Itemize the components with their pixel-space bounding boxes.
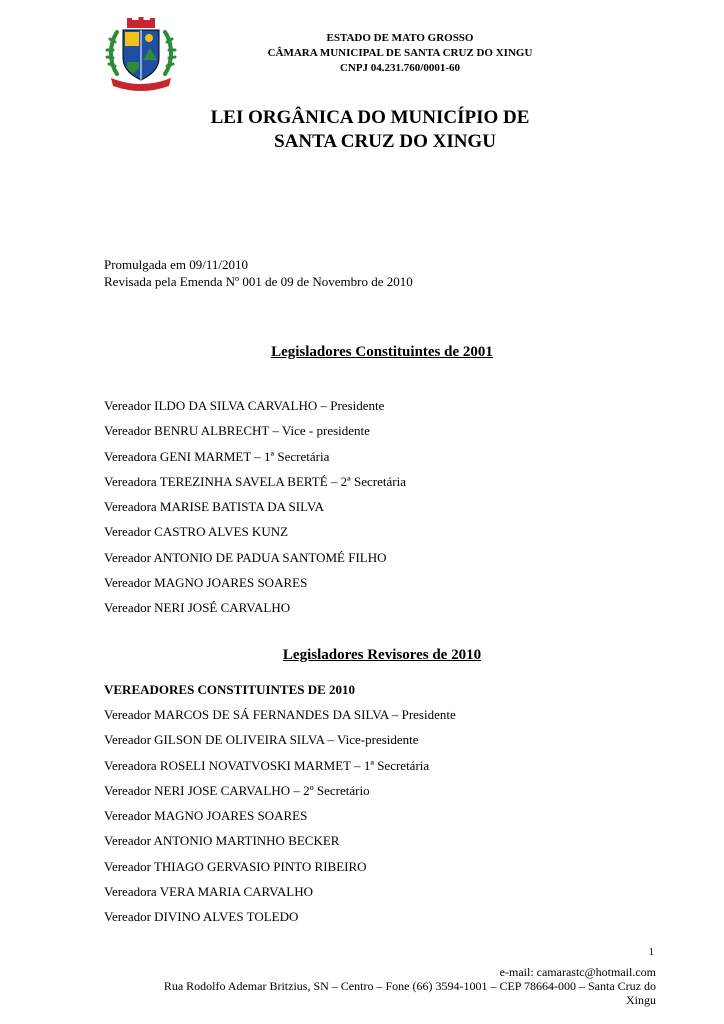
list-item: Vereador CASTRO ALVES KUNZ xyxy=(104,524,289,540)
footer-email: e-mail: camarastc@hotmail.com xyxy=(499,965,656,979)
header-state: ESTADO DE MATO GROSSO xyxy=(326,32,474,44)
list-item: Vereador NERI JOSÉ CARVALHO xyxy=(104,600,291,616)
header-chamber: CÂMARA MUNICIPAL DE SANTA CRUZ DO XINGU xyxy=(267,47,533,59)
list-item: Vereador MAGNO JOARES SOARES xyxy=(104,575,308,591)
page-number: 1 xyxy=(648,946,654,958)
promulgation-info xyxy=(104,256,413,290)
section-heading-constituintes-2001: Legisladores Constituintes de 2001 xyxy=(271,344,493,360)
header-cnpj: CNPJ 04.231.760/0001-60 xyxy=(339,62,461,74)
list-item: Vereador THIAGO GERVASIO PINTO RIBEIRO xyxy=(104,858,367,874)
list-item: Vereador GILSON DE OLIVEIRA SILVA – Vice-presidente xyxy=(104,732,419,748)
footer-address-line-2: Xingu xyxy=(626,993,656,1007)
document-footer xyxy=(96,965,656,1007)
list-item: Vereador ILDO DA SILVA CARVALHO – Presidente xyxy=(104,398,385,413)
members-list-2001 xyxy=(104,397,406,625)
crest-svg xyxy=(103,16,179,92)
members-list-2010 xyxy=(104,706,456,934)
section-heading-revisores-2010: Legisladores Revisores de 2010 xyxy=(282,647,482,663)
municipal-crest-icon xyxy=(103,16,179,92)
list-item: Vereadora GENI MARMET – 1ª Secretária xyxy=(104,448,330,464)
list-item: Vereador ANTONIO DE PADUA SANTOMÉ FILHO xyxy=(104,549,387,565)
document-header xyxy=(190,31,610,76)
list-item: Vereadora VERA MARIA CARVALHO xyxy=(104,884,313,900)
title-line-1: LEI ORGÂNICA DO MUNICÍPIO DE xyxy=(210,107,530,128)
list-item: Vereador MARCOS DE SÁ FERNANDES DA SILVA – Presidente xyxy=(104,707,456,722)
list-item: Vereadora ROSELI NOVATVOSKI MARMET – 1ª Secretária xyxy=(104,757,430,773)
list-item: Vereador NERI JOSE CARVALHO – 2º Secretário xyxy=(104,782,370,798)
list-item: Vereadora TEREZINHA SAVELA BERTÉ – 2ª Secretária xyxy=(104,473,406,489)
document-title xyxy=(150,106,590,154)
list-item: Vereador ANTONIO MARTINHO BECKER xyxy=(104,833,340,849)
promulgation-date: Promulgada em 09/11/2010 xyxy=(104,257,248,272)
subheading-vereadores-2010: VEREADORES CONSTITUINTES DE 2010 xyxy=(104,682,356,697)
list-item: Vereador BENRU ALBRECHT – Vice - presidente xyxy=(104,423,370,439)
list-item: Vereador MAGNO JOARES SOARES xyxy=(104,808,308,824)
list-item: Vereadora MARISE BATISTA DA SILVA xyxy=(104,499,324,515)
title-line-2: SANTA CRUZ DO XINGU xyxy=(274,131,496,152)
revision-note: Revisada pela Emenda Nº 001 de 09 de Novembro de 2010 xyxy=(104,274,413,289)
footer-address-line-1: Rua Rodolfo Ademar Britzius, SN – Centro – Fone (66) 3594-1001 – CEP 78664-000 – Santa Cruz do xyxy=(163,979,656,993)
list-item: Vereador DIVINO ALVES TOLEDO xyxy=(104,909,299,925)
